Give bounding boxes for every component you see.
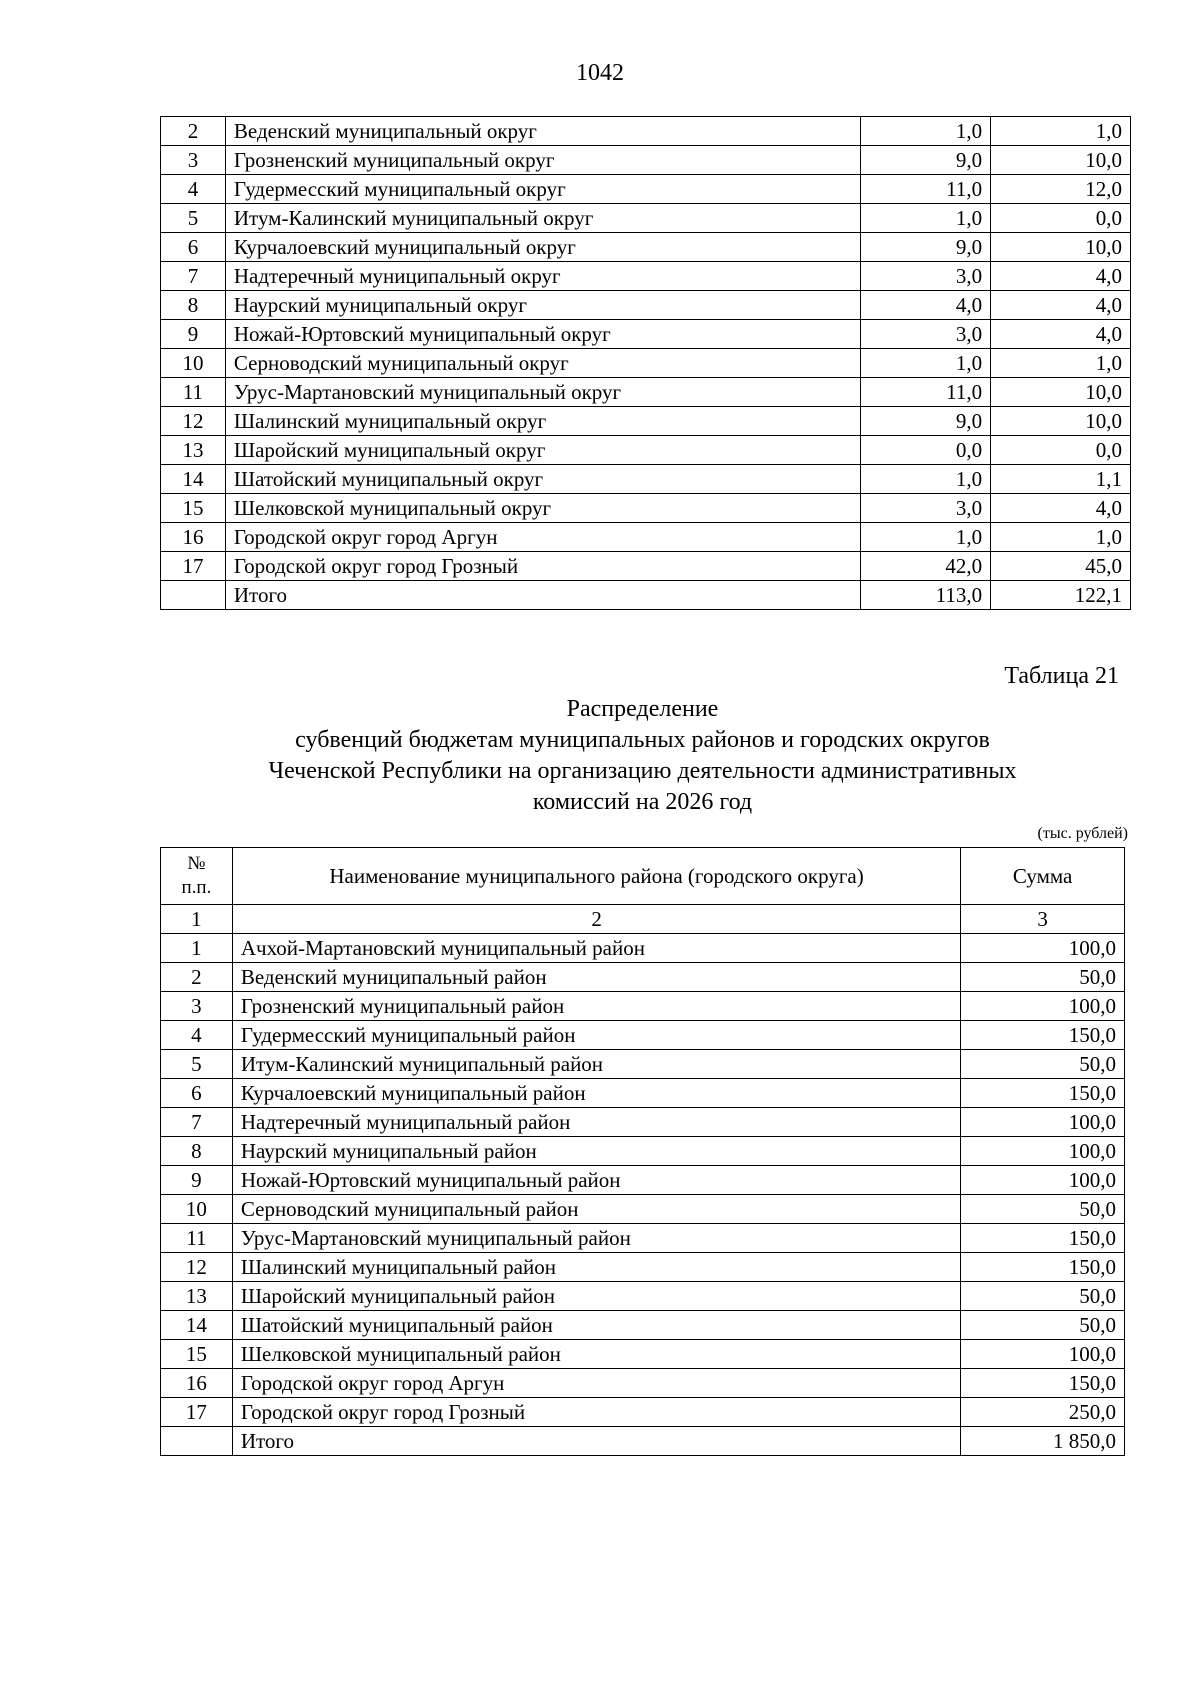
row-name: Городской округ город Грозный — [232, 1398, 960, 1427]
row-name: Ачхой-Мартановский муниципальный район — [232, 934, 960, 963]
row-number: 5 — [161, 1050, 233, 1079]
row-value-1: 11,0 — [861, 378, 991, 407]
row-number: 11 — [161, 378, 226, 407]
row-value-2: 0,0 — [991, 204, 1131, 233]
row-value-2: 10,0 — [991, 233, 1131, 262]
column-number: 2 — [232, 905, 960, 934]
table-row — [161, 1137, 1125, 1166]
row-name: Городской округ город Аргун — [232, 1369, 960, 1398]
row-number: 6 — [161, 1079, 233, 1108]
title-line: Распределение — [566, 696, 719, 722]
table-row — [161, 1340, 1125, 1369]
table-21-body — [161, 934, 1125, 1456]
table-row — [161, 1427, 1125, 1456]
table-row — [161, 204, 1131, 233]
header-number — [161, 848, 233, 905]
row-number: 8 — [161, 1137, 233, 1166]
row-number: 7 — [161, 262, 226, 291]
row-number: 16 — [161, 1369, 233, 1398]
header-name: Наименование муниципального района (городского округа) — [232, 848, 960, 905]
table-row — [161, 262, 1131, 291]
units-label: (тыс. рублей) — [1037, 825, 1128, 842]
row-name: Итум-Калинский муниципальный район — [232, 1050, 960, 1079]
row-sum: 100,0 — [961, 992, 1125, 1021]
row-number: 1 — [161, 934, 233, 963]
table-row — [161, 992, 1125, 1021]
row-value-1: 1,0 — [861, 117, 991, 146]
table-row — [161, 436, 1131, 465]
row-value-1: 113,0 — [861, 581, 991, 610]
row-number: 3 — [161, 146, 226, 175]
column-number-row — [161, 905, 1125, 934]
table-row — [161, 494, 1131, 523]
table-row — [161, 934, 1125, 963]
row-name: Надтеречный муниципальный округ — [225, 262, 860, 291]
table-row — [161, 552, 1131, 581]
row-number — [161, 1427, 233, 1456]
row-sum: 100,0 — [961, 1166, 1125, 1195]
row-value-1: 9,0 — [861, 233, 991, 262]
row-name: Итого — [232, 1427, 960, 1456]
row-value-2: 4,0 — [991, 291, 1131, 320]
row-number: 16 — [161, 523, 226, 552]
table-row — [161, 1195, 1125, 1224]
table-row — [161, 233, 1131, 262]
row-name: Наурский муниципальный округ — [225, 291, 860, 320]
row-sum: 1 850,0 — [961, 1427, 1125, 1456]
table-row — [161, 378, 1131, 407]
row-number: 14 — [161, 465, 226, 494]
row-number: 15 — [161, 494, 226, 523]
page-number: 1042 — [576, 60, 624, 86]
table-row — [161, 1253, 1125, 1282]
row-sum: 150,0 — [961, 1079, 1125, 1108]
row-name: Веденский муниципальный район — [232, 963, 960, 992]
row-value-2: 0,0 — [991, 436, 1131, 465]
row-name: Шаройский муниципальный район — [232, 1282, 960, 1311]
row-value-2: 122,1 — [991, 581, 1131, 610]
table-label: Таблица 21 — [1004, 663, 1119, 689]
row-number: 7 — [161, 1108, 233, 1137]
row-name: Итого — [225, 581, 860, 610]
table-row — [161, 117, 1131, 146]
row-number: 9 — [161, 1166, 233, 1195]
row-value-1: 1,0 — [861, 523, 991, 552]
row-name: Веденский муниципальный округ — [225, 117, 860, 146]
row-sum: 150,0 — [961, 1224, 1125, 1253]
row-name: Шелковской муниципальный округ — [225, 494, 860, 523]
row-value-1: 1,0 — [861, 465, 991, 494]
table-row — [161, 1224, 1125, 1253]
row-number: 11 — [161, 1224, 233, 1253]
row-number: 17 — [161, 1398, 233, 1427]
row-value-1: 11,0 — [861, 175, 991, 204]
row-name: Надтеречный муниципальный район — [232, 1108, 960, 1137]
row-sum: 250,0 — [961, 1398, 1125, 1427]
row-number: 3 — [161, 992, 233, 1021]
row-sum: 50,0 — [961, 1195, 1125, 1224]
row-number: 6 — [161, 233, 226, 262]
row-name: Шатойский муниципальный район — [232, 1311, 960, 1340]
row-value-2: 4,0 — [991, 494, 1131, 523]
row-name: Городской округ город Грозный — [225, 552, 860, 581]
header-number-abbr: п.п. — [181, 877, 212, 898]
row-name: Шалинский муниципальный район — [232, 1253, 960, 1282]
row-value-1: 0,0 — [861, 436, 991, 465]
row-name: Ножай-Юртовский муниципальный район — [232, 1166, 960, 1195]
row-name: Шалинский муниципальный округ — [225, 407, 860, 436]
column-number: 1 — [161, 905, 233, 934]
row-name: Городской округ город Аргун — [225, 523, 860, 552]
row-number: 9 — [161, 320, 226, 349]
row-value-2: 1,0 — [991, 349, 1131, 378]
table-row — [161, 1166, 1125, 1195]
row-number: 17 — [161, 552, 226, 581]
row-sum: 150,0 — [961, 1021, 1125, 1050]
row-value-2: 1,0 — [991, 117, 1131, 146]
row-number: 13 — [161, 436, 226, 465]
row-sum: 100,0 — [961, 1340, 1125, 1369]
table-row — [161, 523, 1131, 552]
table-row — [161, 291, 1131, 320]
title-line: субвенций бюджетам муниципальных районов и городских округов — [295, 727, 990, 753]
row-number — [161, 581, 226, 610]
row-number: 4 — [161, 1021, 233, 1050]
row-sum: 150,0 — [961, 1369, 1125, 1398]
row-value-2: 12,0 — [991, 175, 1131, 204]
row-name: Грозненский муниципальный округ — [225, 146, 860, 175]
row-name: Итум-Калинский муниципальный округ — [225, 204, 860, 233]
table-row — [161, 1282, 1125, 1311]
table-row — [161, 146, 1131, 175]
row-number: 2 — [161, 963, 233, 992]
row-value-2: 45,0 — [991, 552, 1131, 581]
row-name: Гудермесский муниципальный округ — [225, 175, 860, 204]
table-row — [161, 1369, 1125, 1398]
row-name: Курчалоевский муниципальный район — [232, 1079, 960, 1108]
row-value-1: 3,0 — [861, 494, 991, 523]
row-value-1: 4,0 — [861, 291, 991, 320]
table-row — [161, 349, 1131, 378]
row-number: 5 — [161, 204, 226, 233]
row-number: 4 — [161, 175, 226, 204]
row-name: Гудермесский муниципальный район — [232, 1021, 960, 1050]
header-number-symbol: № — [187, 853, 206, 874]
table-row — [161, 1079, 1125, 1108]
row-value-2: 10,0 — [991, 146, 1131, 175]
table-title — [160, 694, 1125, 818]
row-name: Шатойский муниципальный округ — [225, 465, 860, 494]
row-sum: 100,0 — [961, 934, 1125, 963]
row-sum: 50,0 — [961, 963, 1125, 992]
row-name: Урус-Мартановский муниципальный район — [232, 1224, 960, 1253]
row-value-2: 10,0 — [991, 378, 1131, 407]
header-row — [161, 848, 1125, 905]
row-name: Урус-Мартановский муниципальный округ — [225, 378, 860, 407]
row-name: Наурский муниципальный район — [232, 1137, 960, 1166]
table-row — [161, 320, 1131, 349]
table-row — [161, 1108, 1125, 1137]
header-sum: Сумма — [961, 848, 1125, 905]
row-value-2: 10,0 — [991, 407, 1131, 436]
title-line: комиссий на 2026 год — [532, 789, 753, 815]
table-row — [161, 465, 1131, 494]
table-row — [161, 1311, 1125, 1340]
title-line: Чеченской Республики на организацию деятельности административных — [268, 758, 1017, 784]
row-sum: 50,0 — [961, 1282, 1125, 1311]
row-value-2: 1,0 — [991, 523, 1131, 552]
row-name: Ножай-Юртовский муниципальный округ — [225, 320, 860, 349]
row-number: 12 — [161, 407, 226, 436]
row-number: 10 — [161, 1195, 233, 1224]
row-sum: 100,0 — [961, 1137, 1125, 1166]
row-name: Серноводский муниципальный округ — [225, 349, 860, 378]
row-value-1: 9,0 — [861, 407, 991, 436]
row-number: 14 — [161, 1311, 233, 1340]
row-value-1: 1,0 — [861, 204, 991, 233]
row-value-1: 1,0 — [861, 349, 991, 378]
table-row — [161, 407, 1131, 436]
row-name: Курчалоевский муниципальный округ — [225, 233, 860, 262]
row-value-1: 3,0 — [861, 262, 991, 291]
row-number: 10 — [161, 349, 226, 378]
table-row — [161, 1398, 1125, 1427]
row-name: Шаройский муниципальный округ — [225, 436, 860, 465]
row-value-1: 3,0 — [861, 320, 991, 349]
row-value-1: 9,0 — [861, 146, 991, 175]
row-number: 12 — [161, 1253, 233, 1282]
row-number: 13 — [161, 1282, 233, 1311]
column-number: 3 — [961, 905, 1125, 934]
table-21 — [160, 847, 1125, 1456]
row-sum: 50,0 — [961, 1311, 1125, 1340]
row-value-1: 42,0 — [861, 552, 991, 581]
table-row — [161, 581, 1131, 610]
row-sum: 150,0 — [961, 1253, 1125, 1282]
row-value-2: 1,1 — [991, 465, 1131, 494]
row-number: 2 — [161, 117, 226, 146]
row-number: 15 — [161, 1340, 233, 1369]
row-name: Серноводский муниципальный район — [232, 1195, 960, 1224]
previous-table-body — [161, 117, 1131, 610]
table-row — [161, 1021, 1125, 1050]
row-value-2: 4,0 — [991, 320, 1131, 349]
row-value-2: 4,0 — [991, 262, 1131, 291]
table-row — [161, 1050, 1125, 1079]
previous-table-continuation — [160, 116, 1131, 610]
row-name: Шелковской муниципальный район — [232, 1340, 960, 1369]
table-row — [161, 963, 1125, 992]
table-row — [161, 175, 1131, 204]
row-number: 8 — [161, 291, 226, 320]
row-sum: 100,0 — [961, 1108, 1125, 1137]
row-sum: 50,0 — [961, 1050, 1125, 1079]
row-name: Грозненский муниципальный район — [232, 992, 960, 1021]
